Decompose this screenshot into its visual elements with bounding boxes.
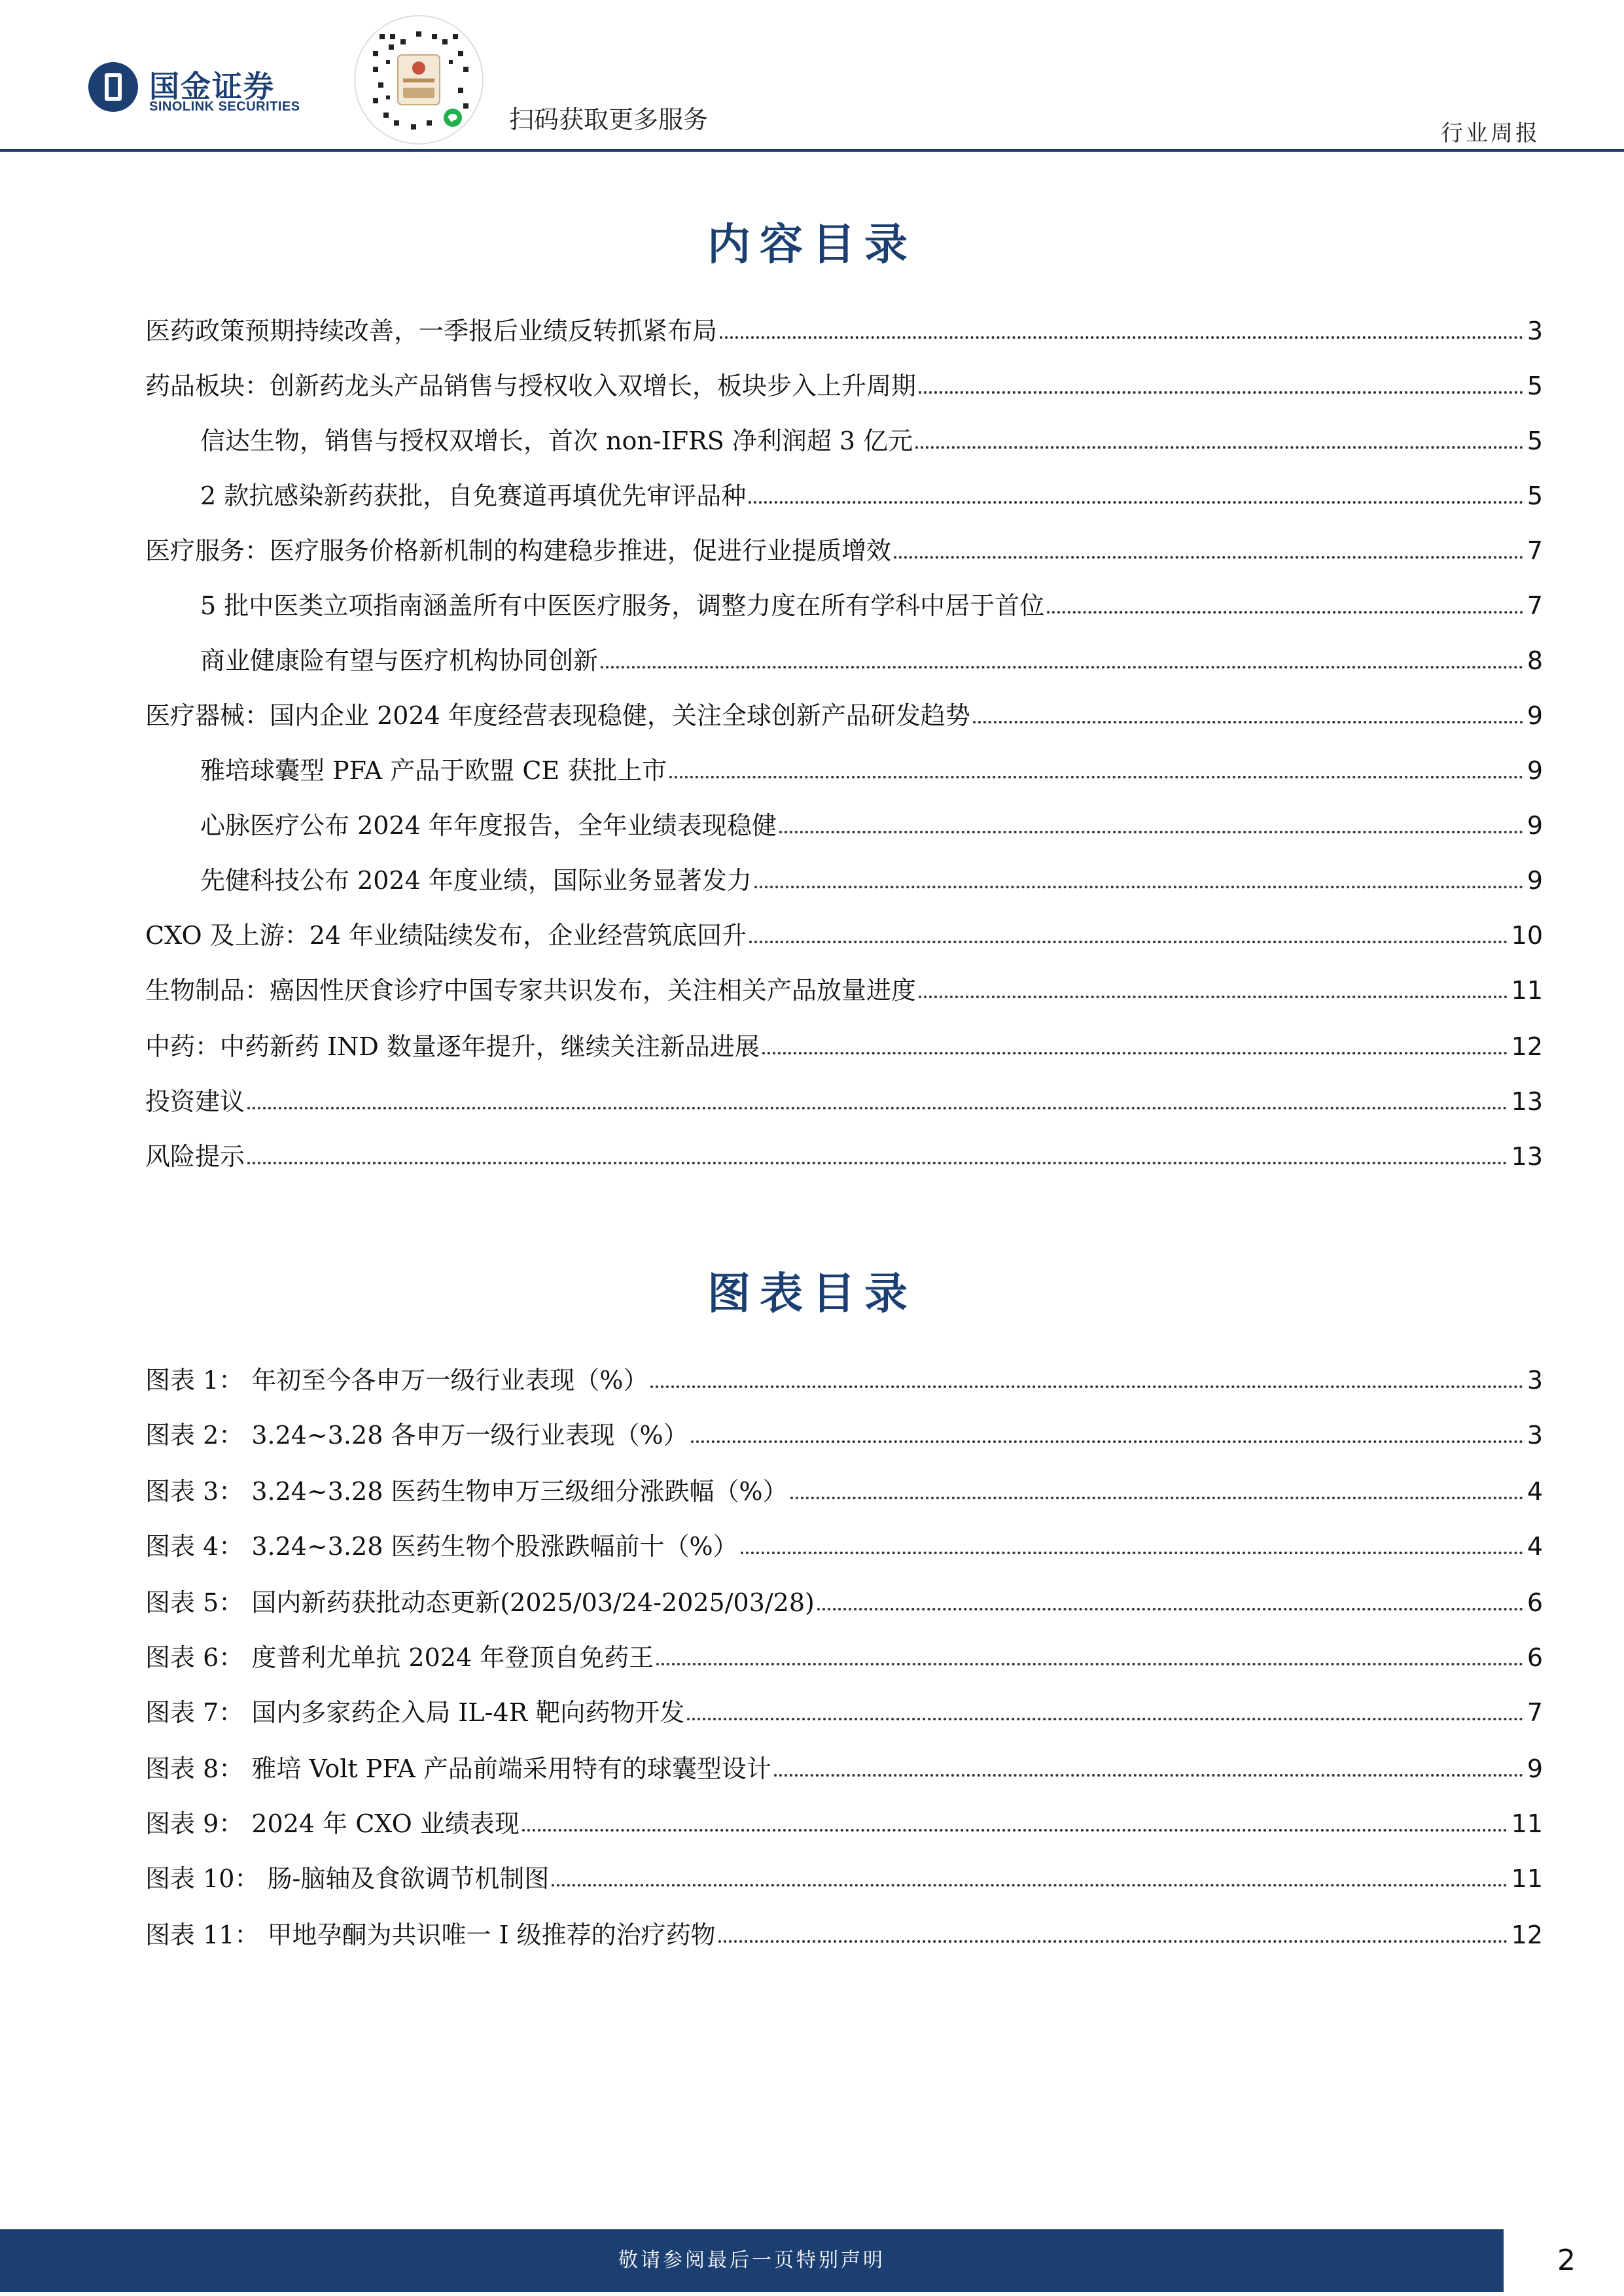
- toc-entry-page: 12: [1511, 1032, 1543, 1061]
- figure-entry[interactable]: [145, 1419, 1543, 1451]
- toc-entry-page: 11: [1511, 976, 1543, 1005]
- toc-leader-dots: [1047, 611, 1523, 614]
- figure-leader-dots: [650, 1385, 1523, 1388]
- figure-leader-dots: [552, 1884, 1507, 1887]
- toc-entry[interactable]: [145, 920, 1543, 951]
- toc-subentry[interactable]: [200, 425, 1543, 457]
- toc-entry[interactable]: [145, 315, 1543, 347]
- toc-leader-dots: [247, 1107, 1508, 1109]
- toc-entry-text: CXO 及上游：24 年业绩陆续发布，企业经营筑底回升: [145, 921, 747, 950]
- figure-entry[interactable]: [145, 1587, 1543, 1618]
- figure-leader-dots: [774, 1774, 1523, 1777]
- figure-entry[interactable]: [145, 1753, 1543, 1784]
- figure-entry-text: 图表 9： 2024 年 CXO 业绩表现: [145, 1809, 520, 1838]
- toc-entry-text: 信达生物，销售与授权双增长，首次 non-IFRS 净利润超 3 亿元: [200, 426, 913, 455]
- figure-entry-page: 6: [1527, 1588, 1543, 1617]
- toc-subentry[interactable]: [200, 810, 1543, 841]
- figure-entry-text: 图表 2： 3.24~3.28 各申万一级行业表现（%）: [145, 1421, 688, 1450]
- toc-leader-dots: [779, 831, 1523, 833]
- figure-entry-text: 图表 4： 3.24~3.28 医药生物个股涨跌幅前十（%）: [145, 1532, 738, 1561]
- figure-leader-dots: [741, 1552, 1523, 1554]
- toc-entry-text: 风险提示: [145, 1142, 245, 1171]
- header-divider: [0, 149, 1624, 152]
- toc-entry-text: 雅培球囊型 PFA 产品于欧盟 CE 获批上市: [200, 756, 667, 785]
- figure-entry[interactable]: [145, 1863, 1543, 1894]
- figure-entry[interactable]: [145, 1476, 1543, 1507]
- toc-leader-dots: [919, 996, 1508, 998]
- figure-entry-text: 图表 8： 雅培 Volt PFA 产品前端采用特有的球囊型设计: [145, 1754, 771, 1783]
- figure-entry-text: 图表 5： 国内新药获批动态更新(2025/03/24-2025/03/28): [145, 1588, 815, 1617]
- toc-entry-text: 2 款抗感染新药获批，自免赛道再填优先审评品种: [200, 481, 747, 510]
- logo-company-name-cn: 国金证券: [149, 69, 275, 104]
- figure-entry-text: 图表 6： 度普利尤单抗 2024 年登顶自免药王: [145, 1643, 654, 1672]
- toc-entry-page: 5: [1527, 426, 1543, 455]
- toc-entry-page: 13: [1511, 1142, 1543, 1171]
- figure-entry-page: 3: [1527, 1421, 1543, 1450]
- figure-entry-text: 图表 7： 国内多家药企入局 IL-4R 靶向药物开发: [145, 1698, 685, 1727]
- toc-entry[interactable]: [145, 370, 1543, 402]
- toc-leader-dots: [754, 886, 1523, 888]
- logo-company-name-en: SINOLINK SECURITIES: [149, 99, 300, 114]
- figure-entry-page: 11: [1511, 1864, 1543, 1893]
- toc-leader-dots: [247, 1162, 1508, 1164]
- figure-entry-text: 图表 11： 甲地孕酮为共识唯一 I 级推荐的治疗药物: [145, 1921, 716, 1949]
- figure-entry-page: 11: [1511, 1809, 1543, 1838]
- toc-subentry[interactable]: [200, 865, 1543, 896]
- figure-entry[interactable]: [145, 1697, 1543, 1728]
- toc-entry-text: 先健科技公布 2024 年度业绩，国际业务显著发力: [200, 866, 752, 895]
- toc-title: 内容目录: [707, 218, 917, 270]
- toc-subentry[interactable]: [200, 755, 1543, 786]
- toc-entry-page: 9: [1527, 811, 1543, 840]
- figure-entry-page: 4: [1527, 1477, 1543, 1506]
- figure-entry[interactable]: [145, 1919, 1543, 1951]
- toc-entry-page: 13: [1511, 1087, 1543, 1116]
- toc-entry-page: 7: [1527, 536, 1543, 565]
- figure-leader-dots: [691, 1440, 1523, 1443]
- toc-subentry[interactable]: [200, 645, 1543, 676]
- toc-leader-dots: [973, 721, 1523, 723]
- toc-entry-text: 医疗服务：医疗服务价格新机制的构建稳步推进，促进行业提质增效: [145, 536, 892, 565]
- toc-entry-text: 医疗器械：国内企业 2024 年度经营表现稳健，关注全球创新产品研发趋势: [145, 701, 970, 730]
- toc-entry-page: 10: [1511, 921, 1543, 950]
- toc-entry-page: 7: [1527, 591, 1543, 620]
- sinolink-logo-icon: [86, 60, 140, 114]
- scan-for-services-text: 扫码获取更多服务: [509, 105, 709, 134]
- figure-leader-dots: [790, 1497, 1523, 1499]
- toc-entry-page: 9: [1527, 866, 1543, 895]
- report-type-label: 行业周报: [1441, 120, 1540, 147]
- toc-entry-text: 5 批中医类立项指南涵盖所有中医医疗服务，调整力度在所有学科中居于首位: [200, 591, 1045, 620]
- toc-leader-dots: [749, 941, 1508, 943]
- figure-entry-page: 3: [1527, 1366, 1543, 1395]
- figure-entry-page: 4: [1527, 1532, 1543, 1561]
- toc-leader-dots: [762, 1052, 1508, 1054]
- toc-entry[interactable]: [145, 1031, 1543, 1062]
- toc-leader-dots: [720, 336, 1523, 339]
- figure-entry-text: 图表 3： 3.24~3.28 医药生物申万三级细分涨跌幅（%）: [145, 1477, 788, 1506]
- figure-entry[interactable]: [145, 1531, 1543, 1562]
- page-number: 2: [1509, 2229, 1624, 2292]
- toc-entry-text: 中药：中药新药 IND 数量逐年提升，继续关注新品进展: [145, 1032, 760, 1061]
- figure-leader-dots: [522, 1829, 1508, 1832]
- figure-entry[interactable]: [145, 1365, 1543, 1396]
- figure-leader-dots: [817, 1608, 1523, 1610]
- toc-entry[interactable]: [145, 1086, 1543, 1117]
- toc-entry-text: 医药政策预期持续改善，一季报后业绩反转抓紧布局: [145, 317, 718, 345]
- toc-entry-text: 药品板块：创新药龙头产品销售与授权收入双增长，板块步入上升周期: [145, 372, 917, 400]
- figure-leader-dots: [687, 1718, 1523, 1720]
- toc-leader-dots: [601, 666, 1523, 669]
- footer-disclaimer-notice: 敬请参阅最后一页特别声明: [618, 2249, 885, 2272]
- toc-entry[interactable]: [145, 700, 1543, 731]
- figure-entry-page: 7: [1527, 1698, 1543, 1727]
- figure-entry[interactable]: [145, 1642, 1543, 1673]
- qr-code-icon[interactable]: [353, 14, 484, 145]
- figure-entry[interactable]: [145, 1808, 1543, 1839]
- figure-leader-dots: [656, 1663, 1523, 1665]
- toc-subentry[interactable]: [200, 480, 1543, 512]
- toc-entry-page: 3: [1527, 317, 1543, 345]
- toc-leader-dots: [669, 776, 1523, 778]
- figure-entry-page: 9: [1527, 1754, 1543, 1783]
- toc-entry-page: 9: [1527, 756, 1543, 785]
- toc-entry-page: 5: [1527, 481, 1543, 510]
- toc-entry[interactable]: [145, 1141, 1543, 1172]
- company-logo: [86, 60, 322, 124]
- figure-entry-text: 图表 1： 年初至今各申万一级行业表现（%）: [145, 1366, 648, 1395]
- toc-entry[interactable]: [145, 535, 1543, 566]
- toc-entry-text: 生物制品：癌因性厌食诊疗中国专家共识发布，关注相关产品放量进度: [145, 976, 917, 1005]
- toc-entry-text: 心脉医疗公布 2024 年年度报告，全年业绩表现稳健: [200, 811, 777, 840]
- toc-leader-dots: [915, 446, 1523, 449]
- footer-separator: [1504, 2229, 1509, 2292]
- toc-entry-page: 9: [1527, 701, 1543, 730]
- toc-leader-dots: [749, 501, 1523, 504]
- figure-entry-text: 图表 10： 肠-脑轴及食欲调节机制图: [145, 1864, 550, 1893]
- toc-entry[interactable]: [145, 975, 1543, 1006]
- figures-title: 图表目录: [707, 1268, 917, 1319]
- toc-leader-dots: [894, 556, 1523, 559]
- figure-leader-dots: [718, 1940, 1508, 1943]
- toc-subentry[interactable]: [200, 590, 1543, 621]
- toc-entry-page: 5: [1527, 372, 1543, 400]
- toc-leader-dots: [919, 391, 1523, 394]
- toc-entry-page: 8: [1527, 646, 1543, 675]
- figure-entry-page: 6: [1527, 1643, 1543, 1672]
- toc-entry-text: 投资建议: [145, 1087, 245, 1116]
- toc-entry-text: 商业健康险有望与医疗机构协同创新: [200, 646, 599, 675]
- figure-entry-page: 12: [1511, 1921, 1543, 1949]
